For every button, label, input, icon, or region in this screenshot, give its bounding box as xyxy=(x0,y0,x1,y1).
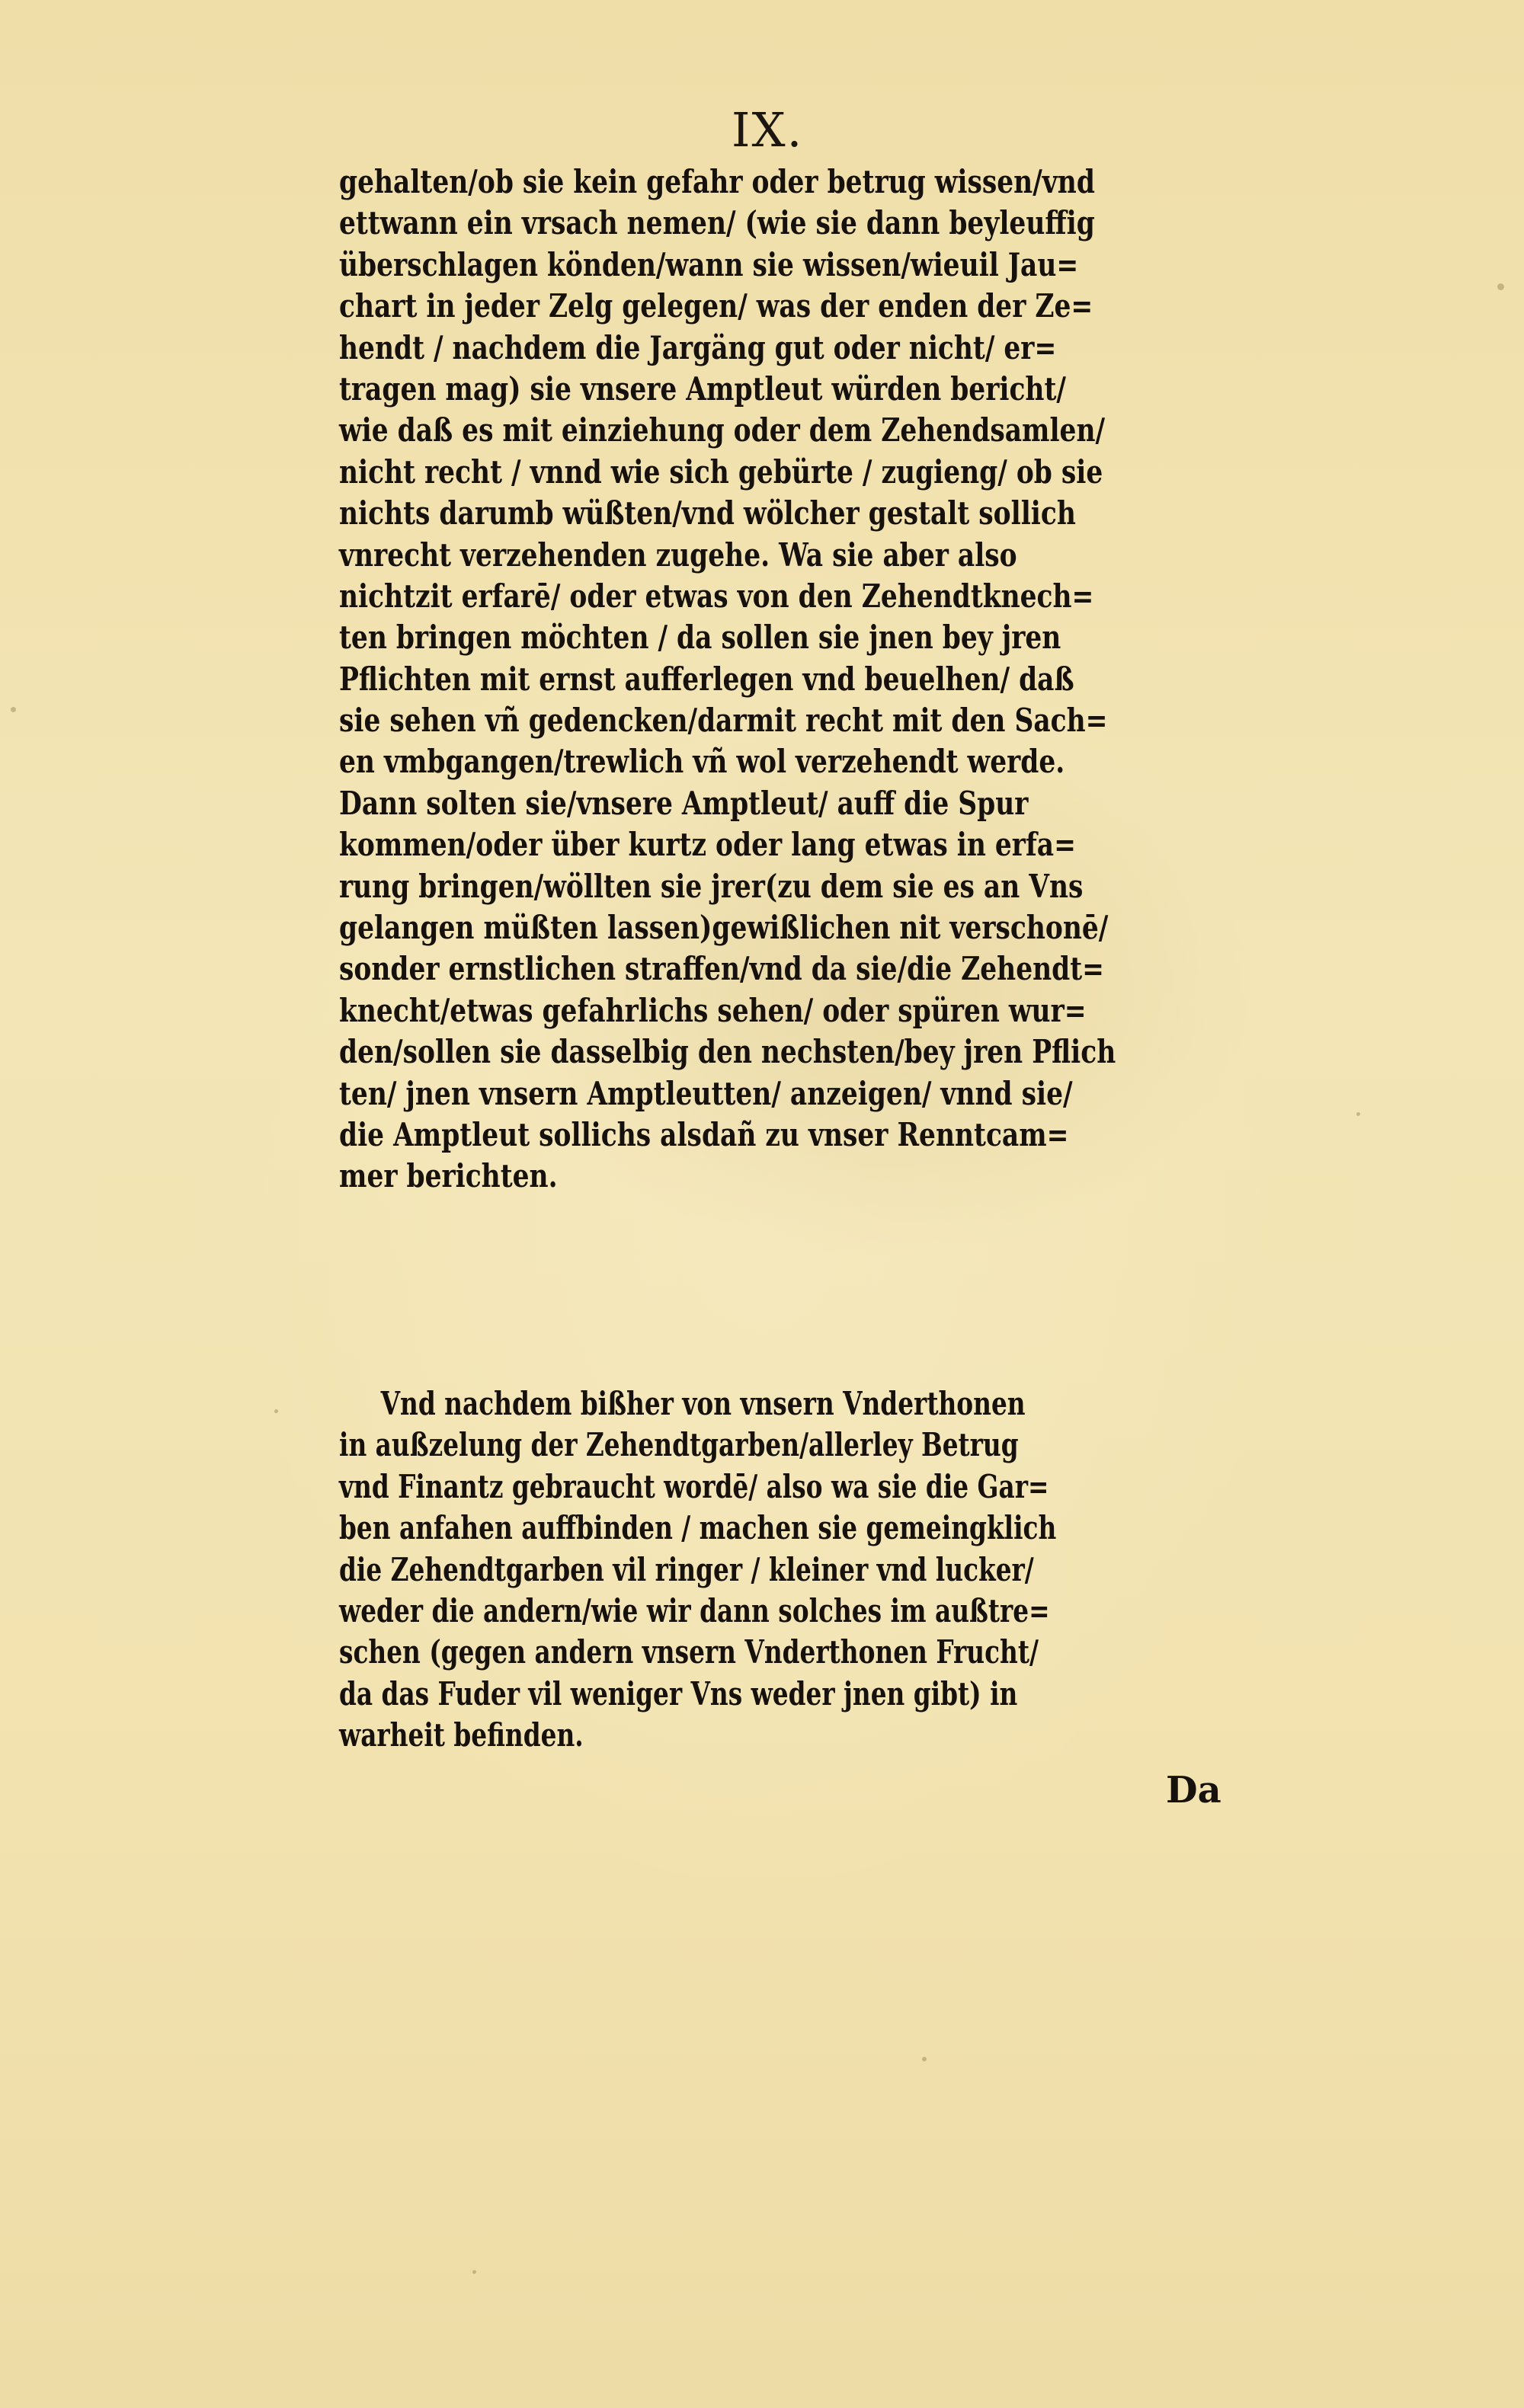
text-line: knecht/etwas gefahrlichs sehen/ oder spüren wur= xyxy=(339,991,1087,1029)
text-line: vnrecht verzehenden zugehe. Wa sie aber also xyxy=(339,536,1017,574)
paper-speck xyxy=(922,2057,927,2061)
paper-speck xyxy=(1356,1112,1360,1116)
text-line: kommen/oder über kurtz oder lang etwas in erfa= xyxy=(339,826,1076,864)
folio-number: IX. xyxy=(732,102,804,158)
text-line: nichtzit erfarē/ oder etwas von den Zehendtknech= xyxy=(339,577,1094,615)
paper-speck xyxy=(274,1409,278,1413)
text-line: tragen mag) sie vnsere Amptleut würden bericht/ xyxy=(339,369,1066,408)
text-line: nicht recht / vnnd wie sich gebürte / zugieng/ ob sie xyxy=(339,452,1103,491)
catchword: Da xyxy=(1166,1769,1221,1812)
paper-speck xyxy=(472,2270,476,2274)
paper-speck xyxy=(1497,283,1504,290)
text-line: sie sehen vñ gedencken/darmit recht mit den Sach= xyxy=(339,702,1108,740)
text-line: nichts darumb wüßten/vnd wölcher gestalt sollich xyxy=(339,494,1076,532)
text-paragraph-2 xyxy=(339,1383,1238,1757)
text-line: ettwann ein vrsach nemen/ (wie sie dann beyleuffig xyxy=(339,204,1095,242)
text-line: wie daß es mit einziehung oder dem Zehendsamlen/ xyxy=(339,411,1106,449)
text-line: überschlagen könden/wann sie wissen/wieuil Jau= xyxy=(339,245,1079,283)
text-line: Dann solten sie/vnsere Amptleut/ auff die Spur xyxy=(339,784,1029,822)
text-line: hendt / nachdem die Jargäng gut oder nicht/ er= xyxy=(339,328,1057,366)
text-line: die Zehendtgarben vil ringer / kleiner vnd lucker/ xyxy=(339,1550,1034,1588)
text-paragraph-1 xyxy=(339,161,1238,1198)
text-line: Vnd nachdem bißher von vnsern Vnderthonen xyxy=(380,1385,1026,1422)
text-line: rung bringen/wöllten sie jrer(zu dem sie es an Vns xyxy=(339,867,1084,905)
text-line: vnd Finantz gebraucht wordē/ also wa sie die Gar= xyxy=(339,1467,1049,1505)
text-line: sonder ernstlichen straffen/vnd da sie/die Zehendt= xyxy=(339,950,1105,988)
text-line: da das Fuder vil weniger Vns weder jnen gibt) in xyxy=(339,1674,1018,1712)
text-line: schen (gegen andern vnsern Vnderthonen Frucht/ xyxy=(339,1633,1039,1671)
text-line: warheit befinden. xyxy=(339,1716,584,1754)
text-line: den/sollen sie dasselbig den nechsten/bey jren Pflich xyxy=(339,1033,1116,1071)
text-line: chart in jeder Zelg gelegen/ was der enden der Ze= xyxy=(339,287,1093,325)
text-line: en vmbgangen/trewlich vñ wol verzehendt werde. xyxy=(339,743,1065,781)
text-line: die Amptleut sollichs alsdañ zu vnser Renntcam= xyxy=(339,1115,1069,1153)
text-line: ten/ jnen vnsern Amptleutten/ anzeigen/ vnnd sie/ xyxy=(339,1074,1073,1112)
text-line: ten bringen möchten / da sollen sie jnen bey jren xyxy=(339,619,1061,657)
text-line: weder die andern/wie wir dann solches im außtre= xyxy=(339,1591,1050,1629)
text-line: mer berichten. xyxy=(339,1157,558,1195)
paper-speck xyxy=(11,707,16,712)
text-line: ben anfahen auffbinden / machen sie gemeingklich xyxy=(339,1509,1057,1547)
text-line: gelangen müßten lassen)gewißlichen nit verschonē/ xyxy=(339,909,1109,947)
text-line: gehalten/ob sie kein gefahr oder betrug wissen/vnd xyxy=(339,163,1095,200)
text-line: Pflichten mit ernst aufferlegen vnd beuelhen/ daß xyxy=(339,660,1074,698)
text-line: in außzelung der Zehendtgarben/allerley Betrug xyxy=(339,1426,1019,1464)
